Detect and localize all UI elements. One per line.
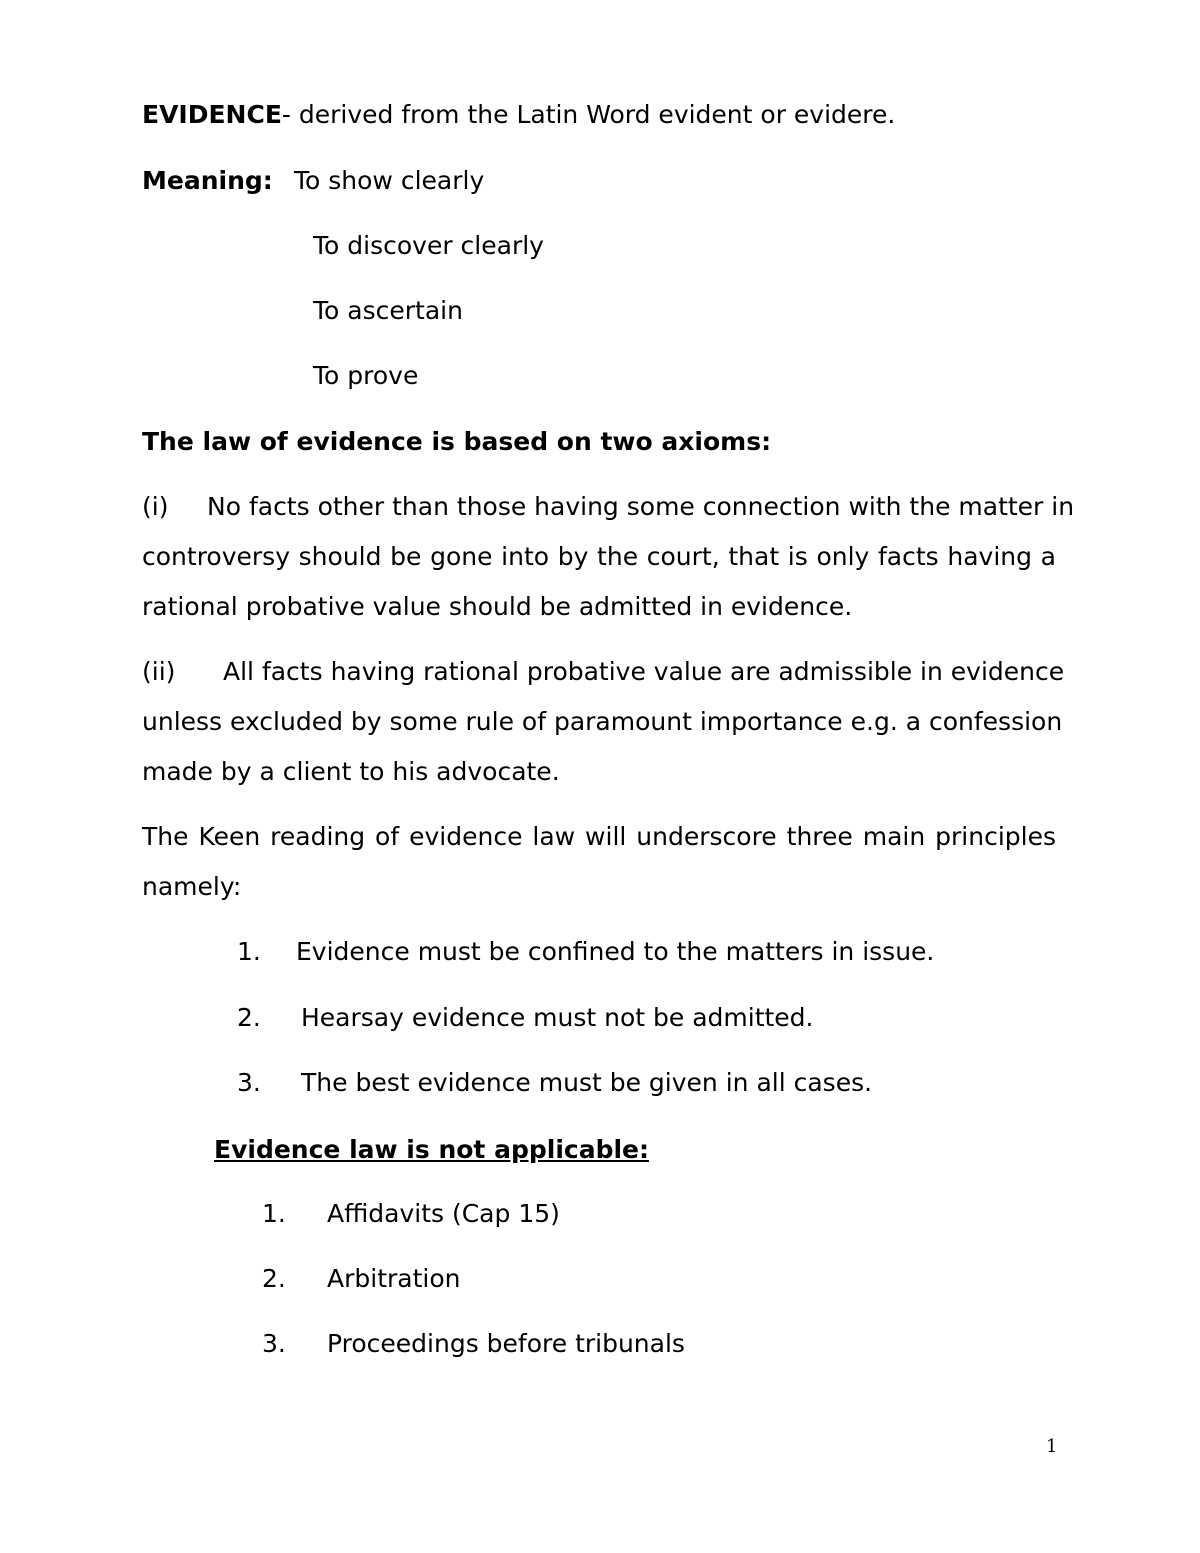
meaning-item: To prove: [313, 361, 419, 390]
axiom-2-line-3: made by a client to his advocate.: [142, 757, 560, 786]
principle-number: 2.: [237, 1003, 261, 1032]
principle-text: Hearsay evidence must not be admitted.: [301, 1003, 814, 1032]
heading-term: EVIDENCE: [142, 100, 282, 129]
axiom-1-marker: (i): [142, 492, 169, 521]
exclusion-text: Proceedings before tribunals: [327, 1329, 685, 1358]
principle-text: The best evidence must be given in all cases.: [301, 1068, 873, 1097]
axiom-1-line-1: No facts other than those having some connection with the matter in: [207, 492, 1075, 521]
axiom-2-line-1: All facts having rational probative value are admissible in evidence: [223, 657, 1065, 686]
exclusion-number: 2.: [262, 1264, 286, 1293]
axiom-1-line-3: rational probative value should be admitted in evidence.: [142, 592, 853, 621]
exclusion-text: Affidavits (Cap 15): [327, 1199, 560, 1228]
exclusion-text: Arbitration: [327, 1264, 461, 1293]
principle-text: Evidence must be confined to the matters in issue.: [296, 937, 935, 966]
axioms-heading: The law of evidence is based on two axioms:: [142, 427, 772, 456]
meaning-item: To show clearly: [294, 166, 485, 195]
axiom-2-marker: (ii): [142, 657, 176, 686]
principle-number: 3.: [237, 1068, 261, 1097]
meaning-item: To discover clearly: [313, 231, 544, 260]
principles-intro-line-2: namely:: [142, 872, 242, 901]
principles-intro-line-1: The Keen reading of evidence law will underscore three main principles: [142, 822, 1056, 851]
exclusion-number: 3.: [262, 1329, 286, 1358]
meaning-label: Meaning:: [142, 166, 273, 195]
exclusion-number: 1.: [262, 1199, 286, 1228]
heading-rest: - derived from the Latin Word evident or evidere.: [281, 100, 896, 129]
meaning-item: To ascertain: [313, 296, 463, 325]
page-number: 1: [1046, 1436, 1058, 1457]
axiom-2-line-2: unless excluded by some rule of paramount importance e.g. a confession: [142, 707, 1063, 736]
not-applicable-heading: Evidence law is not applicable:: [214, 1135, 649, 1164]
principle-number: 1.: [237, 937, 261, 966]
axiom-1-line-2: controversy should be gone into by the court, that is only facts having a: [142, 542, 1056, 571]
definition-line: [142, 99, 895, 131]
